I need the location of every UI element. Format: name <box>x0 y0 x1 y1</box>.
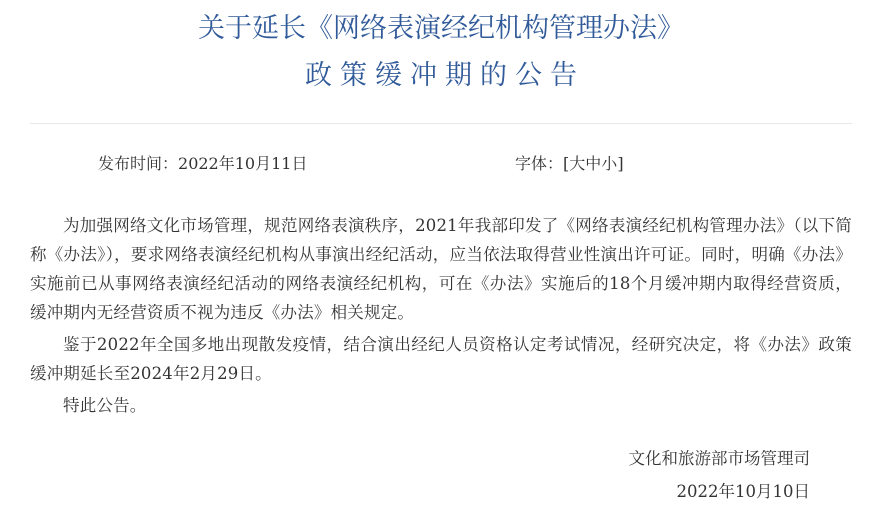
body-paragraph-3: 特此公告。 <box>63 396 147 415</box>
publish-time <box>98 151 307 174</box>
font-size-medium-button[interactable]: 中 <box>585 154 602 173</box>
signature-block <box>30 442 852 508</box>
font-size-bracket-close: ] <box>617 154 624 173</box>
body-paragraph-1: 为加强网络文化市场管理，规范网络表演秩序，2021年我部印发了《网络表演经纪机构管理办法》（以下简称《办法》），要求网络表演经纪机构从事演出经纪活动，应当依法取得营业性演出许可证。同时，明确《办法》实施前已从事网络表演经纪活动的网络表演经纪机构，可在《办法》实施后的18个月缓冲期内取得经营资质，缓冲期内无经营资质不视为违反《办法》相关规定。 <box>30 216 852 322</box>
page-title <box>30 0 852 99</box>
font-size-small-button[interactable]: 小 <box>601 154 618 173</box>
title-divider <box>30 123 852 124</box>
signature-date: 2022年10月10日 <box>676 482 810 501</box>
announcement-body <box>30 211 852 420</box>
body-paragraph-2: 鉴于2022年全国多地出现散发疫情，结合演出经纪人员资格认定考试情况，经研究决定，将《办法》政策缓冲期延长至2024年2月29日。 <box>30 335 852 383</box>
meta-row <box>30 151 852 171</box>
font-size-label: 字体： <box>515 154 564 173</box>
page-title-line-1: 关于延长《网络表演经纪机构管理办法》 <box>198 13 684 44</box>
signature-department: 文化和旅游部市场管理司 <box>628 449 810 468</box>
font-size-control <box>515 151 624 174</box>
publish-time-value: 2022年10月11日 <box>178 154 308 173</box>
font-size-large-button[interactable]: 大 <box>569 154 586 173</box>
publish-time-label: 发布时间： <box>98 154 179 173</box>
page-title-line-2: 政策缓冲期的公告 <box>305 60 585 91</box>
font-size-bracket-open: [ <box>563 154 570 173</box>
